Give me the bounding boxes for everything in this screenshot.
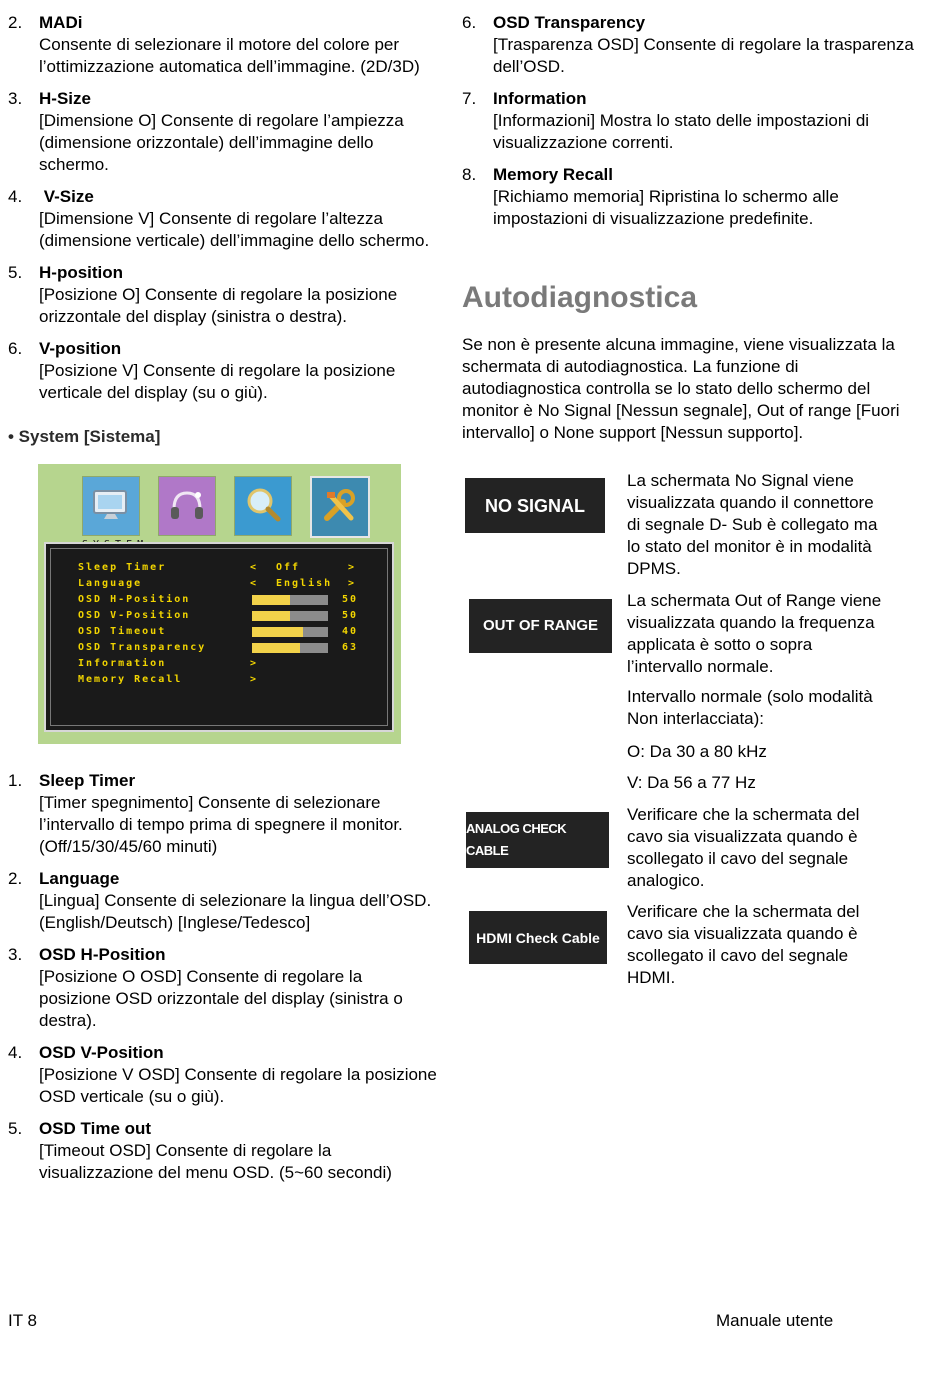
list-item: 4. V-Size [Dimensione V] Consente di regolare l’altezza (dimensione verticale) dell’immagine dello schermo. xyxy=(8,187,430,250)
osd-row-sleep-timer: Sleep Timer < Off > xyxy=(78,562,357,573)
list-item: 2. Language [Lingua] Consente di selezionare la lingua dell’OSD. (English/Deutsch) [Inglese/Tedesco] xyxy=(8,869,432,932)
osd-level-bar xyxy=(252,595,328,605)
list-item: 3. H-Size [Dimensione O] Consente di regolare l’ampiezza (dimensione orizzontale) dell’immagine dello schermo. xyxy=(8,89,404,174)
osd-system-menu-figure xyxy=(38,464,401,744)
list-item: 6. V-position [Posizione V] Consente di regolare la posizione verticale del display (su o giù). xyxy=(8,339,396,402)
hdmi-check-cable-badge: HDMI Check Cable xyxy=(469,911,607,964)
magnifier-icon xyxy=(234,476,292,536)
out-of-range-badge: OUT OF RANGE xyxy=(469,599,612,653)
no-signal-text: La schermata No Signal viene visualizzata quando il connettore di segnale D- Sub è collegato ma lo stato del monitor è in modalità DPMS. xyxy=(627,471,878,578)
osd-row-h-position: OSD H-Position 50 xyxy=(78,594,359,605)
monitor-icon xyxy=(82,476,140,536)
tools-icon xyxy=(310,476,370,538)
footer-title: Manuale utente xyxy=(716,1311,834,1330)
list-item: 6. OSD Transparency [Trasparenza OSD] Consente di regolare la trasparenza dell’OSD. xyxy=(462,13,914,76)
no-signal-badge: NO SIGNAL xyxy=(465,478,605,533)
diagnostics-area xyxy=(462,466,922,987)
osd-level-bar xyxy=(252,627,328,637)
autodiag-intro: Se non è presente alcuna immagine, viene visualizzata la schermata di autodiagnostica. La funzione di autodiagnostica controlla se lo stato dello schermo del monitor è No Signal [Nessun segnale], Out of range [Fuori intervallo] o None support [Nessun supporto]. xyxy=(462,335,900,442)
osd-row-timeout: OSD Timeout 40 xyxy=(78,626,359,637)
right-list xyxy=(462,12,922,230)
normal-range-text: Intervallo normale (solo modalità Non interlacciata): xyxy=(627,687,873,728)
h-range-text: O: Da 30 a 80 kHz xyxy=(627,742,767,761)
osd-row-v-position: OSD V-Position 50 xyxy=(78,610,359,621)
list-item: 4. OSD V-Position [Posizione V OSD] Consente di regolare la posizione OSD verticale (su o giù). xyxy=(8,1043,437,1106)
left-bottom-list xyxy=(8,770,438,1184)
osd-row-transparency: OSD Transparency 63 xyxy=(78,642,359,653)
osd-panel xyxy=(44,542,394,732)
headphones-icon xyxy=(158,476,216,536)
list-item: 3. OSD H-Position [Posizione O OSD] Consente di regolare la posizione OSD orizzontale del display (sinistra o destra). xyxy=(8,945,403,1030)
list-item: 2. MADi Consente di selezionare il motore del colore per l’ottimizzazione automatica dell’immagine. (2D/3D) xyxy=(8,13,420,76)
osd-row-language: Language < English > xyxy=(78,578,357,589)
osd-level-bar xyxy=(252,643,328,653)
list-item: 5. OSD Time out [Timeout OSD] Consente di regolare la visualizzazione del menu OSD. (5~60 secondi) xyxy=(8,1119,392,1182)
osd-row-information: Information > xyxy=(78,658,259,669)
out-of-range-text: La schermata Out of Range viene visualizzata quando la frequenza applicata è sotto o sopra l’intervallo normale. xyxy=(627,591,882,676)
list-item: 1. Sleep Timer [Timer spegnimento] Consente di selezionare l’intervallo di tempo prima di spegnere il monitor. (Off/15/30/45/60 minuti) xyxy=(8,771,403,856)
list-item: 8. Memory Recall [Richiamo memoria] Ripristina lo schermo alle impostazioni di visualizzazione predefinite. xyxy=(462,165,839,228)
system-section-heading: • System [Sistema] xyxy=(8,427,161,446)
left-column xyxy=(8,12,438,1194)
autodiag-heading: Autodiagnostica xyxy=(462,281,698,314)
analog-check-text: Verificare che la schermata del cavo sia visualizzata quando è scollegato il cavo del segnale analogico. xyxy=(627,805,860,890)
osd-level-bar xyxy=(252,611,328,621)
right-column xyxy=(462,12,922,987)
page-number: IT 8 xyxy=(8,1311,37,1330)
list-item: 7. Information [Informazioni] Mostra lo stato delle impostazioni di visualizzazione correnti. xyxy=(462,89,870,152)
analog-check-cable-badge: ANALOG CHECK CABLE xyxy=(466,812,609,868)
osd-row-memory-recall: Memory Recall > xyxy=(78,674,259,685)
v-range-text: V: Da 56 a 77 Hz xyxy=(627,773,756,792)
left-top-list xyxy=(8,12,438,404)
hdmi-check-text: Verificare che la schermata del cavo sia visualizzata quando è scollegato il cavo del segnale HDMI. xyxy=(627,902,860,987)
list-item: 5. H-position [Posizione O] Consente di regolare la posizione orizzontale del display (sinistra o destra). xyxy=(8,263,398,326)
